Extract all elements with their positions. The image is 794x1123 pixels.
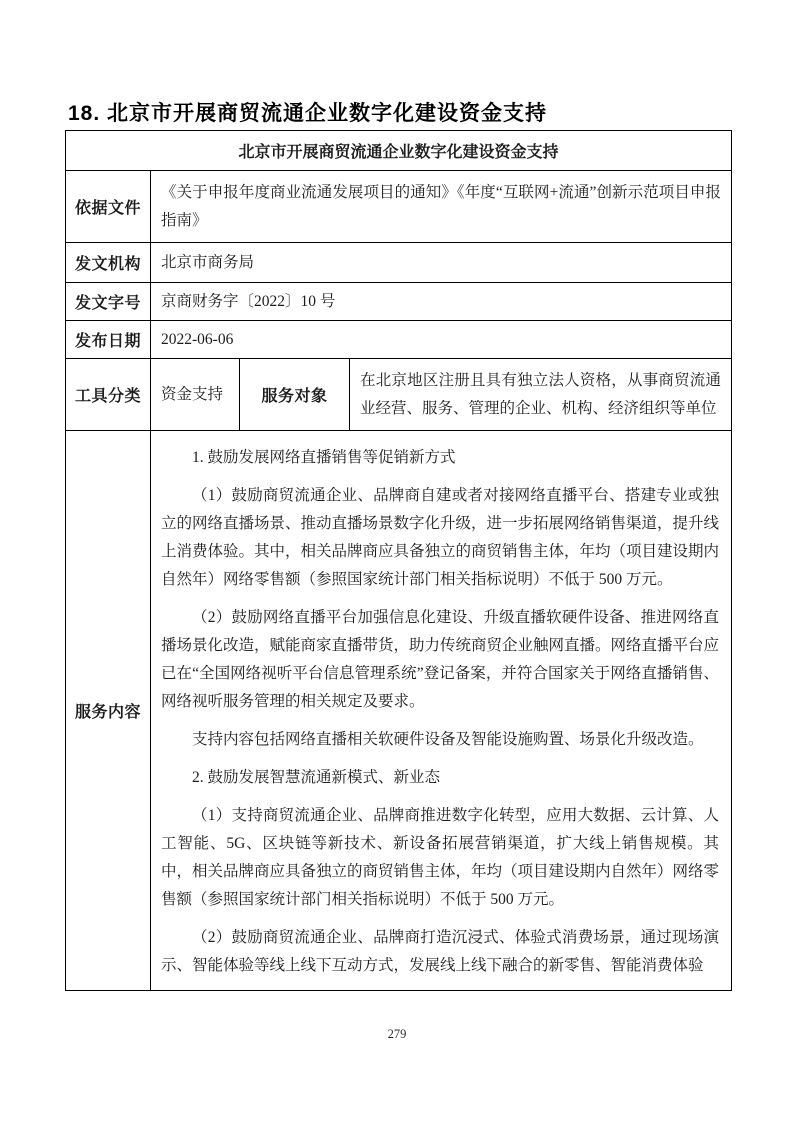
document-number-label: 发文字号 bbox=[66, 283, 151, 321]
basis-document-label: 依据文件 bbox=[66, 171, 151, 243]
table-row-document-number bbox=[66, 283, 732, 321]
table-row-issuing-agency bbox=[66, 243, 732, 283]
issuing-agency-value: 北京市商务局 bbox=[151, 243, 732, 283]
service-target-value: 在北京地区注册且具有独立法人资格，从事商贸流通业经营、服务、管理的企业、机构、经济组织等单位 bbox=[350, 359, 732, 431]
service-paragraph: 支持内容包括网络直播相关软硬件设备及智能设施购置、场景化升级改造。 bbox=[192, 730, 704, 748]
table-title: 北京市开展商贸流通企业数字化建设资金支持 bbox=[66, 131, 732, 171]
service-paragraph: （1）鼓励商贸流通企业、品牌商自建或者对接网络直播平台、搭建专业或独立的网络直播场景、推动直播场景数字化升级，进一步拓展网络销售渠道，提升线上消费体验。其中，相关品牌商应具备独立的商贸销售主体，年均（项目建设期内自然年）网络零售额（参照国家统计部门相关指标说明）不低于 500 万元。 bbox=[161, 486, 720, 588]
issuing-agency-label: 发文机构 bbox=[66, 243, 151, 283]
table-row-header bbox=[66, 131, 732, 171]
service-paragraph: 1. 鼓励发展网络直播销售等促销新方式 bbox=[192, 448, 456, 466]
tool-category-value: 资金支持 bbox=[151, 359, 240, 431]
table-row-basis-document bbox=[66, 171, 732, 243]
service-paragraph: 2. 鼓励发展智慧流通新模式、新业态 bbox=[192, 768, 441, 786]
service-paragraph: （2）鼓励网络直播平台加强信息化建设、升级直播软硬件设备、推进网络直播场景化改造，赋能商家直播带货，助力传统商贸企业触网直播。网络直播平台应已在“全国网络视听平台信息管理系统”登记备案，并符合国家关于网络直播销售、网络视听服务管理的相关规定及要求。 bbox=[161, 608, 720, 710]
table-row-service-content bbox=[66, 431, 732, 991]
policy-info-table bbox=[65, 130, 732, 991]
publish-date-label: 发布日期 bbox=[66, 321, 151, 359]
service-content-value bbox=[151, 431, 732, 991]
tool-category-label: 工具分类 bbox=[66, 359, 151, 431]
document-number-value: 京商财务字〔2022〕10 号 bbox=[151, 283, 732, 321]
publish-date-value: 2022-06-06 bbox=[151, 321, 732, 359]
page-number: 279 bbox=[387, 1027, 407, 1041]
service-paragraph: （1）支持商贸流通企业、品牌商推进数字化转型，应用大数据、云计算、人工智能、5G、区块链等新技术、新设备拓展营销渠道，扩大线上销售规模。其中，相关品牌商应具备独立的商贸销售主体，年均（项目建设期内自然年）网络零售额（参照国家统计部门相关指标说明）不低于 500 万元。 bbox=[161, 806, 720, 908]
service-content-label: 服务内容 bbox=[66, 431, 151, 991]
table-row-publish-date bbox=[66, 321, 732, 359]
table-row-tool-category bbox=[66, 359, 732, 431]
service-paragraph: （2）鼓励商贸流通企业、品牌商打造沉浸式、体验式消费场景，通过现场演示、智能体验等线上线下互动方式，发展线上线下融合的新零售、智能消费体验 bbox=[161, 928, 720, 974]
page-title: 18. 北京市开展商贸流通企业数字化建设资金支持 bbox=[68, 97, 547, 131]
basis-document-value: 《关于申报年度商业流通发展项目的通知》《年度“互联网+流通”创新示范项目申报指南》 bbox=[151, 171, 732, 243]
service-target-label: 服务对象 bbox=[240, 359, 350, 431]
